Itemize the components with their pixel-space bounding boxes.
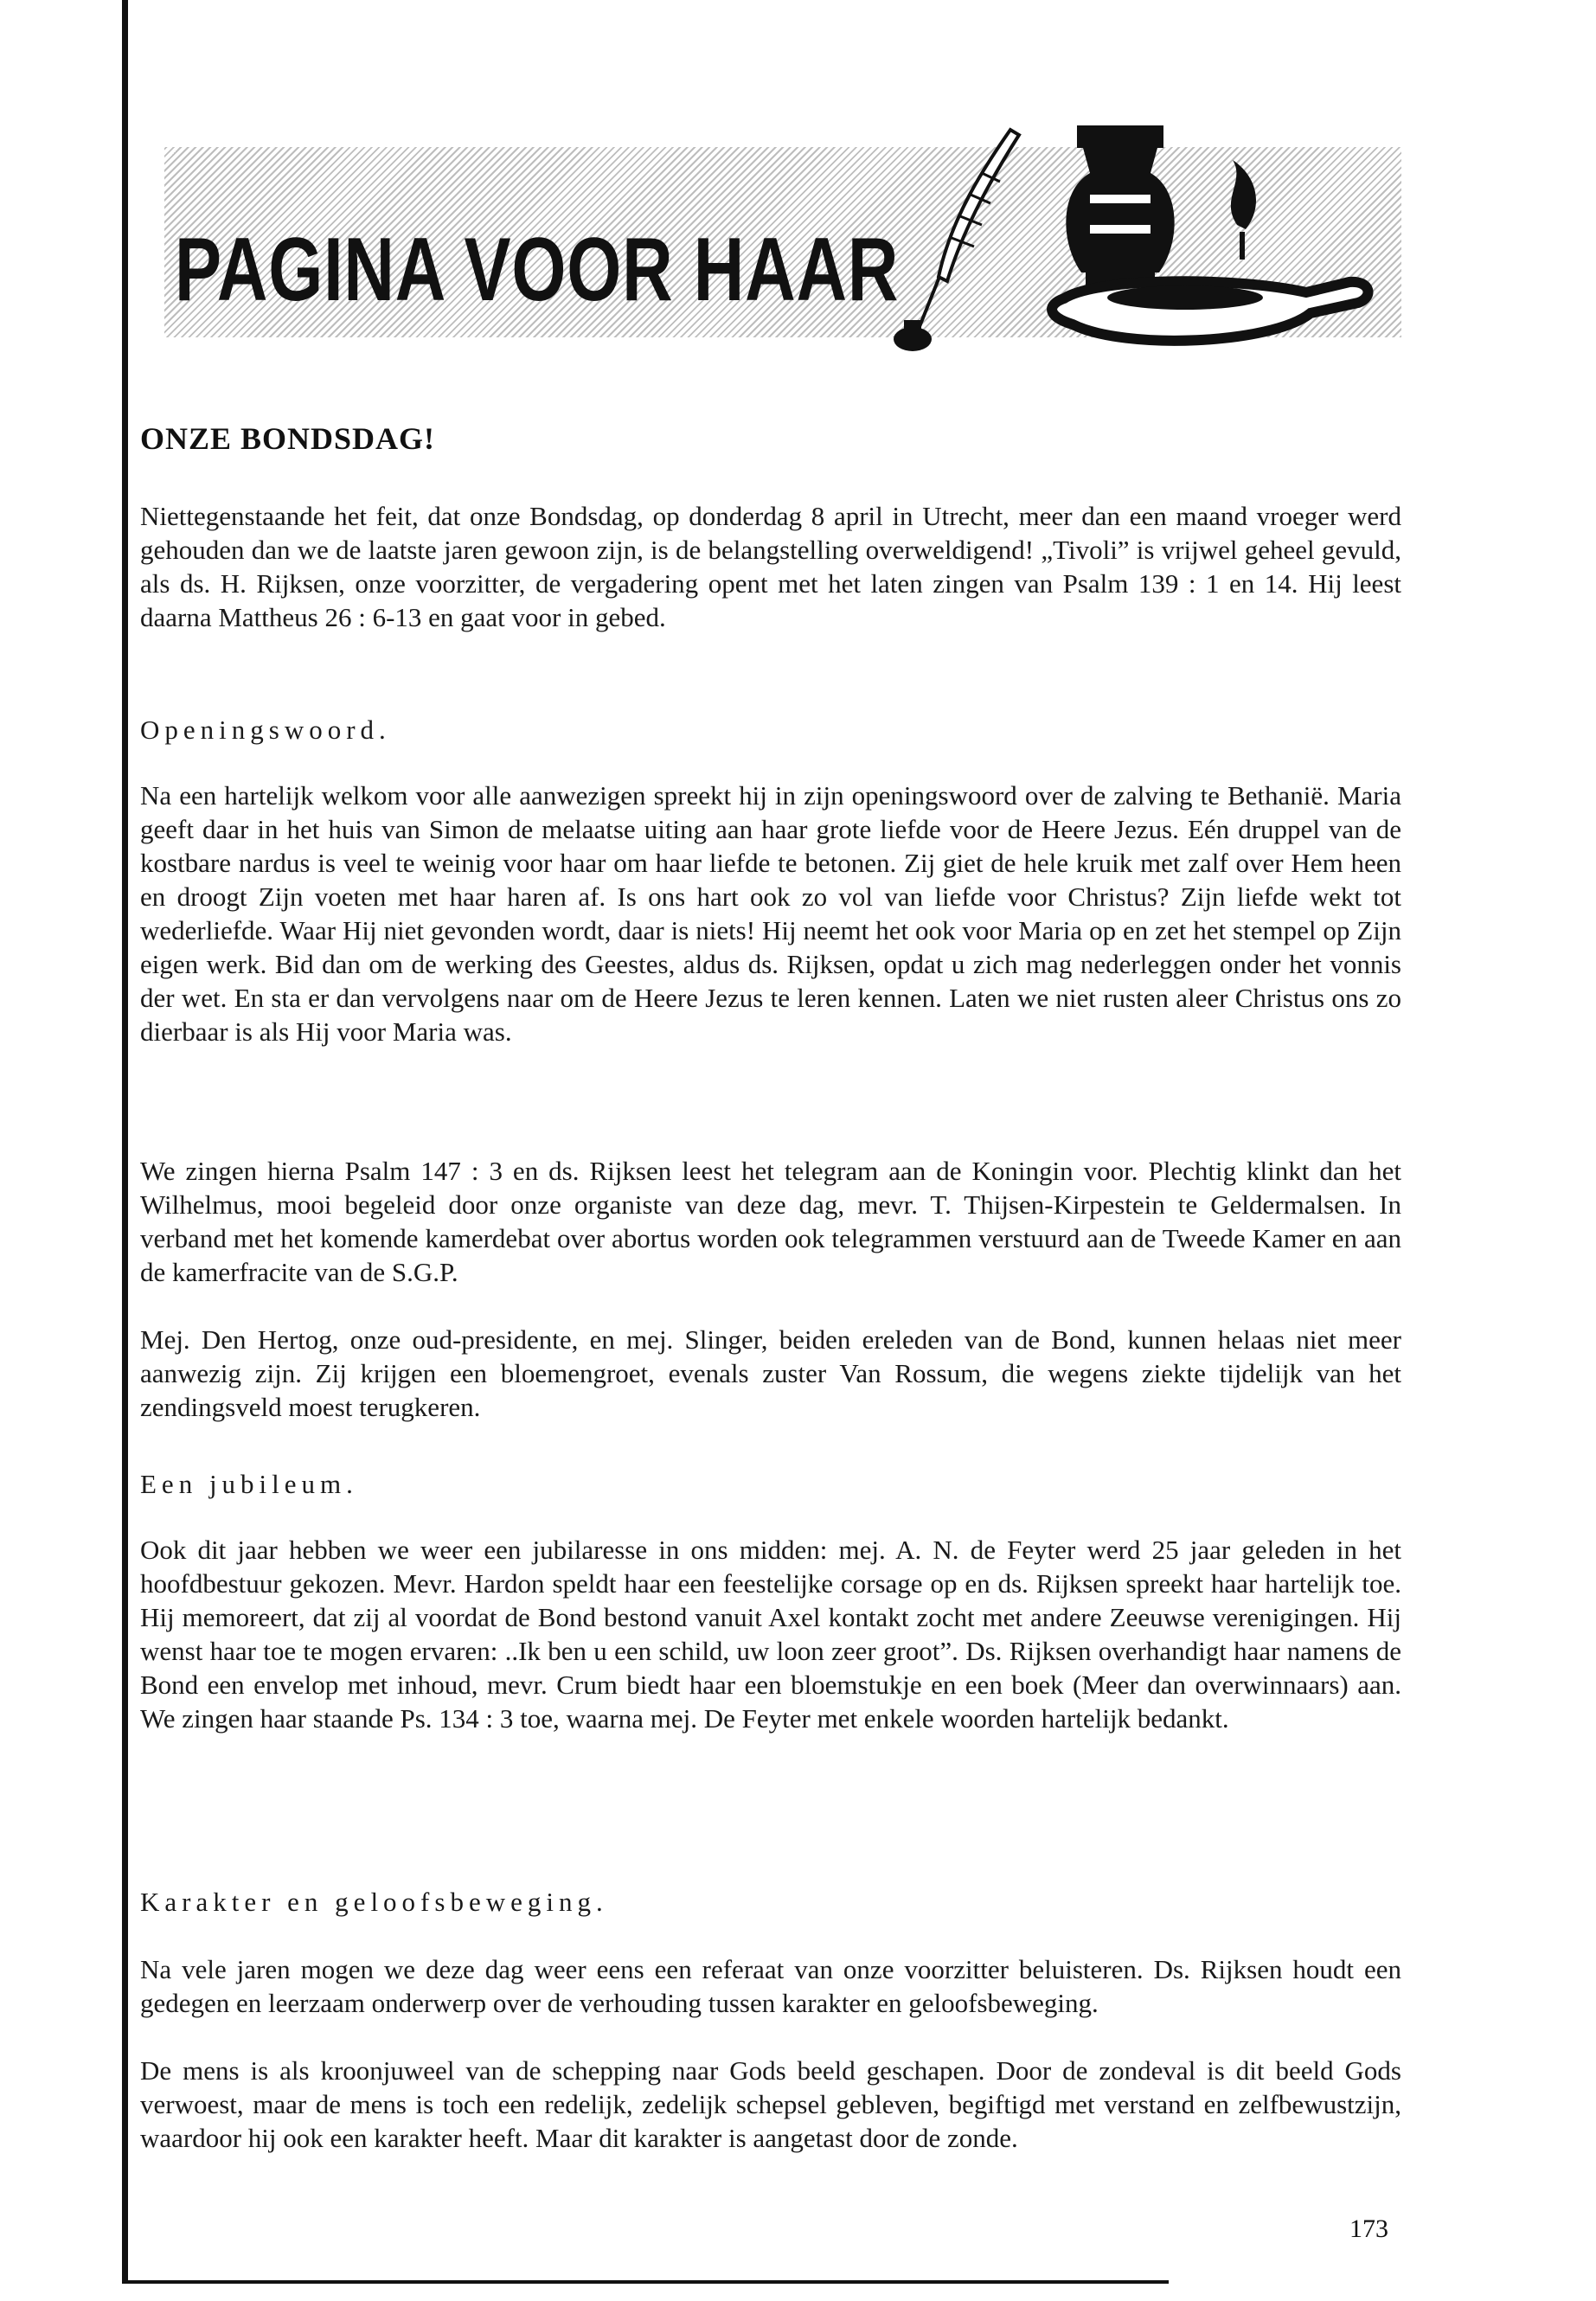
banner-illustration xyxy=(787,112,1401,372)
paragraph-text: Na een hartelijk welkom voor alle aanwezigen spreekt hij in zijn openingswoord over de zalving te Bethanië. Maria geeft daar in het huis van Simon de melaatse uiting aan haar grote liefde voor de Heere Jezus. Eén druppel van de kostbare nardus is veel te weinig voor haar om haar liefde te betonen. Zij giet de hele kruik met zalf over Hem heen en droogt Zijn voeten met haar haren af. Is ons hart ook zo vol van liefde voor Christus? Zijn liefde wekt tot wederliefde. Waar Hij niet gevonden wordt, daar is niets! Hij neemt het ook voor Maria op en zet het stempel op Zijn eigen werk. Bid dan om de werking des Geestes, aldus ds. Rijksen, opdat u zich mag nederleggen onder het vonnis der wet. En sta er dan vervolgens naar om de Heere Jezus te leren kennen. Laten we niet rusten aleer Christus ons zo dierbaar is als Hij voor Maria was. xyxy=(140,780,1401,1047)
section-karakter-paragraph-1 xyxy=(140,1952,1401,2020)
section-openingswoord-paragraph-3 xyxy=(140,1323,1401,1424)
page-header-banner xyxy=(164,112,1401,372)
quill-pen-icon xyxy=(917,130,1019,333)
intro-paragraph xyxy=(140,499,1401,634)
page-number: 173 xyxy=(1349,2214,1388,2243)
section-openingswoord-paragraph-1 xyxy=(140,779,1401,1048)
section-heading-openingswoord: Openingswoord. xyxy=(140,715,391,745)
section-heading-jubileum: Een jubileum. xyxy=(140,1469,358,1499)
paragraph-text: Niettegenstaande het feit, dat onze Bondsdag, op donderdag 8 april in Utrecht, meer dan een maand vroeger werd gehouden dan we de laatste jaren gewoon zijn, is de belangstelling overweldigend! „Tivoli” is vrijwel geheel gevuld, als ds. H. Rijksen, onze voorzitter, de vergadering opent met het laten zingen van Psalm 139 : 1 en 14. Hij leest daarna Mattheus 26 : 6-13 en gaat voor in gebed. xyxy=(140,501,1401,632)
paragraph-text: Mej. Den Hertog, onze oud-presidente, en mej. Slinger, beiden ereleden van de Bond, kunnen helaas niet meer aanwezig zijn. Zij krijgen een bloemengroet, evenals zuster Van Rossum, die wegens ziekte tijdelijk van het zendingsveld moest terugkeren. xyxy=(140,1324,1401,1422)
left-margin-rule xyxy=(122,0,128,2284)
paragraph-text: We zingen hierna Psalm 147 : 3 en ds. Rijksen leest het telegram aan de Koningin voor. Plechtig klinkt dan het Wilhelmus, mooi begeleid door onze organiste van deze dag, mevr. T. Thijsen-Kirpestein te Geldermalsen. In verband met het komende kamerdebat over abortus worden ook telegrammen verstuurd aan de Tweede Kamer en aan de kamerfracite van de S.G.P. xyxy=(140,1156,1401,1287)
paragraph-text: De mens is als kroonjuweel van de schepping naar Gods beeld geschapen. Door de zondeval is dit beeld Gods verwoest, maar de mens is toch een redelijk, zedelijk schepsel gebleven, begiftigd met verstand en zelfbewustzijn, waardoor hij ook een karakter heeft. Maar dit karakter is aangetast door de zonde. xyxy=(140,2055,1401,2153)
bottom-margin-rule xyxy=(122,2280,1169,2284)
section-jubileum-paragraph-1 xyxy=(140,1533,1401,1735)
paragraph-text: Na vele jaren mogen we deze dag weer eens een referaat van onze voorzitter beluisteren. Ds. Rijksen houdt een gedegen en leerzaam onderwerp over de verhouding tussen karakter en geloofsbeweging. xyxy=(140,1954,1401,2018)
banner-title: PAGINA VOOR HAAR xyxy=(175,220,900,320)
paragraph-text: Ook dit jaar hebben we weer een jubilaresse in ons midden: mej. A. N. de Feyter werd 25 jaar geleden in het hoofdbestuur gekozen. Mevr. Hardon speldt haar een feestelijke corsage op en ds. Rijksen spreekt haar hartelijk toe. Hij memoreert, dat zij al voordat de Bond bestond vanuit Axel kontakt zocht met andere Zeeuwse verenigingen. Hij wenst haar toe te mogen ervaren: ..Ik ben u een schild, uw loon zeer groot”. Ds. Rijksen overhandigt haar namens de Bond een envelop met inhoud, mevr. Crum biedt haar een bloemstukje en een boek (Meer dan overwinnaars) aan. We zingen haar staande Ps. 134 : 3 toe, waarna mej. De Feyter met enkele woorden hartelijk bedankt. xyxy=(140,1535,1401,1734)
inkwell-icon xyxy=(894,320,932,351)
section-heading-karakter: Karakter en geloofsbeweging. xyxy=(140,1887,608,1917)
vase-icon xyxy=(1066,125,1174,286)
section-openingswoord-paragraph-2 xyxy=(140,1154,1401,1289)
section-karakter-paragraph-2 xyxy=(140,2054,1401,2155)
article-title: ONZE BONDSDAG! xyxy=(140,421,436,456)
